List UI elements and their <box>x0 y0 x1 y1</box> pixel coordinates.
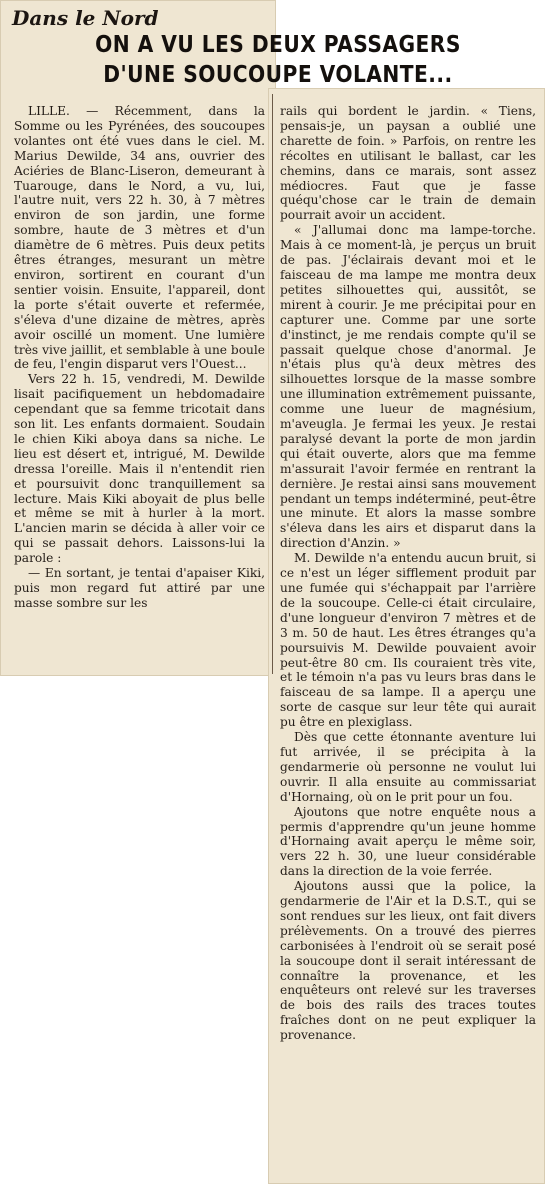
paragraph: Ajoutons aussi que la police, la gendarmerie de l'Air et la D.S.T., qui se sont rendues sur les lieux, ont fait divers prélèvements. On a trouvé des pierres carbonisées à l'endroit où se serait posé la soucoupe dont il serait intéressant de connaître la provenance, et les enquêteurs ont relevé sur les traverses de bois des rails des traces toutes fraîches dont on ne peut expliquer la provenance. <box>280 879 536 1043</box>
paragraph: « J'allumai donc ma lampe-torche. Mais à ce moment-là, je perçus un bruit de pas. J'éclairais devant moi et le faisceau de ma lampe me montra deux petites silhouettes qui, aussitôt, se mirent à courir. Je me précipitai pour en capturer une. Comme par une sorte d'instinct, je me rendais compte qu'il se passait quelque chose d'anormal. Je n'étais plus qu'à deux mètres des silhouettes lorsque de la masse sombre une illumination extrêmement puissante, comme une lueur de magnésium, m'aveugla. Je fermai les yeux. Je restai paralysé devant la porte de mon jardin qui était ouverte, alors que ma femme m'assurait l'avoir fermée en rentrant la dernière. Je restai ainsi sans mouvement pendant un temps indéterminé, peut-être une minute. Et alors la masse sombre s'éleva dans les airs et disparut dans la direction d'Anzin. » <box>280 223 536 551</box>
headline <box>58 30 498 90</box>
paragraph: — En sortant, je tentai d'apaiser Kiki, puis mon regard fut attiré par une masse sombre sur les <box>14 566 265 610</box>
paragraph: M. Dewilde n'a entendu aucun bruit, si ce n'est un léger sifflement produit par une fumée qui s'échappait par l'arrière de la soucoupe. Celle-ci était circulaire, d'une longueur d'environ 7 mètres et de 3 m. 50 de haut. Les êtres étranges qu'a poursuivis M. Dewilde pouvaient avoir peut-être 80 cm. Ils couraient très vite, et le témoin n'a pas vu leurs bras dans le faisceau de sa lampe. Il a aperçu une sorte de casque sur leur tête qui aurait pu être en plexiglass. <box>280 551 536 730</box>
paragraph: Vers 22 h. 15, vendredi, M. Dewilde lisait pacifiquement un hebdomadaire cependant que sa femme tricotait dans son lit. Les enfants dormaient. Soudain le chien Kiki aboya dans sa niche. Le lieu est désert et, intrigué, M. Dewilde dressa l'oreille. Mais il n'entendit rien et poursuivit donc tranquillement sa lecture. Mais Kiki aboyait de plus belle et même se mit à hurler à la mort. L'ancien marin se décida à aller voir ce qui se passait dehors. Laissons-lui la parole : <box>14 372 265 566</box>
section-kicker: Dans le Nord <box>12 6 159 30</box>
article-column-left <box>14 104 265 611</box>
paragraph: Ajoutons que notre enquête nous a permis d'apprendre qu'un jeune homme d'Hornaing avait aperçu le même soir, vers 22 h. 30, une lueur considérable dans la direction de la voie ferrée. <box>280 804 536 879</box>
column-rule <box>272 94 273 674</box>
paragraph: LILLE. — Récemment, dans la Somme ou les Pyrénées, des soucoupes volantes ont été vues dans le ciel. M. Marius Dewilde, 34 ans, ouvrier des Aciéries de Blanc-Liseron, demeurant à Tuarouge, dans le Nord, a vu, lui, l'autre nuit, vers 22 h. 30, à 7 mètres environ de son jardin, une forme sombre, haute de 3 mètres et d'un diamètre de 6 mètres. Puis deux petits êtres étranges, mesurant un mètre environ, sortirent en courant d'un sentier voisin. Ensuite, l'appareil, dont la porte s'était ouverte et refermée, s'éleva d'une dizaine de mètres, après avoir oscillé un moment. Une lumière très vive jaillit, et semblable à une boule de feu, l'engin disparut vers l'Ouest... <box>14 104 265 372</box>
headline-line: ON A VU LES DEUX PASSAGERS <box>95 32 461 58</box>
headline-line: D'UNE SOUCOUPE VOLANTE... <box>103 62 453 88</box>
paragraph: Dès que cette étonnante aventure lui fut arrivée, il se précipita à la gendarmerie où personne ne voulut lui ouvrir. Il alla ensuite au commissariat d'Hornaing, où on le prit pour un fou. <box>280 730 536 804</box>
article-column-right <box>280 104 536 1043</box>
paragraph: rails qui bordent le jardin. « Tiens, pensais-je, un paysan a oublié une charette de foin. » Parfois, on rentre les récoltes en utilisant le ballast, car les chemins, dans ce marais, sont assez médiocres. Faut que je fasse quéqu'chose car le train de demain pourrait avoir un accident. <box>280 104 536 223</box>
